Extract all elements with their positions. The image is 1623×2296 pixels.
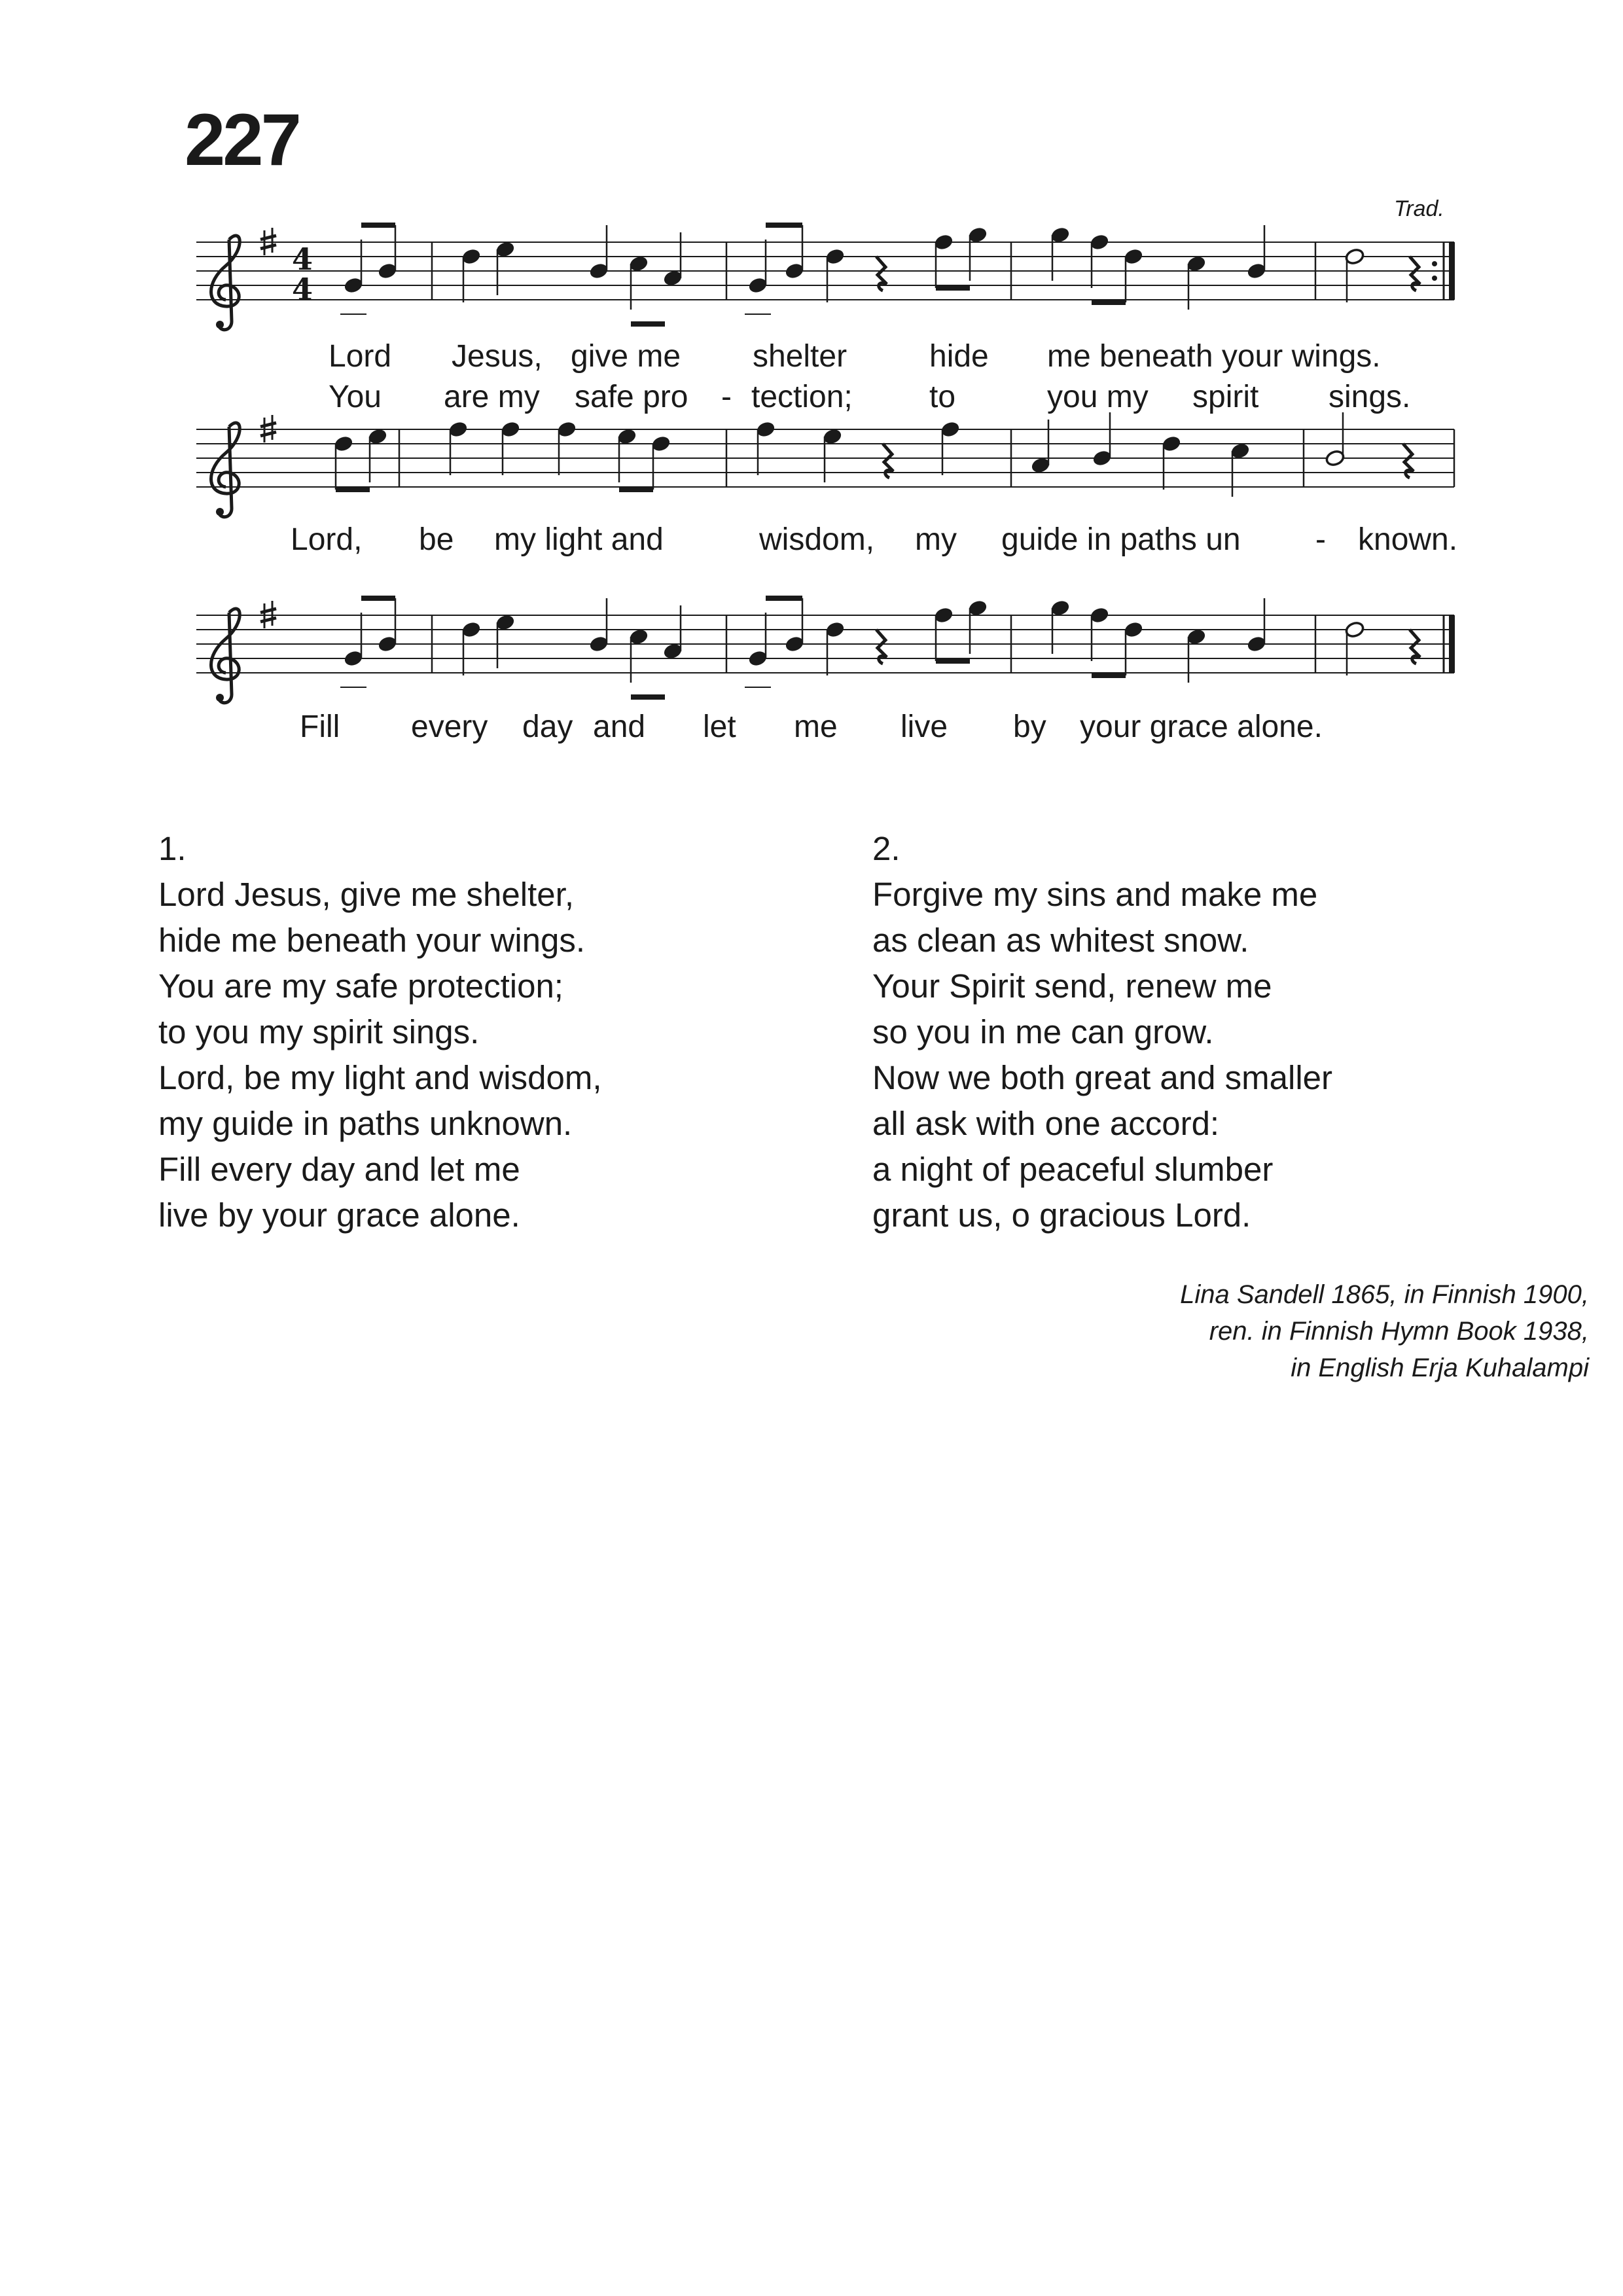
verse-2 xyxy=(872,826,1332,1238)
verse-line: Fill every day and let me xyxy=(158,1151,520,1188)
composer-credit: Trad. xyxy=(1394,196,1444,221)
lyric-syllable: me beneath your wings. xyxy=(1047,339,1381,374)
verse-line: Forgive my sins and make me xyxy=(872,876,1318,913)
treble-clef-icon xyxy=(211,609,240,703)
staff-system xyxy=(196,412,1457,557)
lyric-syllable: my light and xyxy=(494,522,664,557)
verse-line: Now we both great and smaller xyxy=(872,1059,1333,1096)
hymn-number: 227 xyxy=(185,99,299,181)
lyric-syllable: live xyxy=(901,709,948,744)
credit-line: Lina Sandell 1865, in Finnish 1900, xyxy=(1180,1280,1589,1309)
lyric-syllable: Lord, xyxy=(291,522,363,557)
lyric-syllable: guide in paths un xyxy=(1001,522,1241,557)
lyric-syllable: shelter xyxy=(753,339,847,374)
lyric-syllable: Fill xyxy=(300,709,340,744)
lyric-syllable: Lord xyxy=(329,339,392,374)
lyric-syllable: every xyxy=(411,709,488,744)
lyric-syllable: give me xyxy=(571,339,681,374)
final-barline xyxy=(1449,615,1455,673)
verse-line: live by your grace alone. xyxy=(158,1196,520,1234)
verse-line: hide me beneath your wings. xyxy=(158,922,586,959)
lyric-syllable: day xyxy=(522,709,573,744)
verse-line: my guide in paths unknown. xyxy=(158,1105,573,1142)
treble-clef-icon xyxy=(211,423,240,517)
lyric-syllable: to xyxy=(929,380,956,414)
verse-line: all ask with one accord: xyxy=(872,1105,1220,1142)
verse-number: 2. xyxy=(872,830,901,867)
verse-line: Lord Jesus, give me shelter, xyxy=(158,876,574,913)
final-barline xyxy=(1449,242,1455,300)
time-signature-top: 4 xyxy=(292,242,313,277)
lyric-syllable: tection; xyxy=(751,380,853,414)
verse-line: to you my spirit sings. xyxy=(158,1013,480,1050)
lyric-syllable: are my xyxy=(444,380,540,414)
lyric-syllable: you my xyxy=(1047,380,1149,414)
lyric-syllable: and xyxy=(593,709,646,744)
lyric-syllable: wisdom, xyxy=(759,522,875,557)
lyric-syllable: safe pro xyxy=(575,380,688,414)
lyric-syllable: You xyxy=(329,380,382,414)
verse-number: 1. xyxy=(158,830,187,867)
time-signature-bottom: 4 xyxy=(292,272,313,307)
lyric-syllable: your grace alone. xyxy=(1080,709,1323,744)
verse-line: as clean as whitest snow. xyxy=(872,922,1249,959)
verse-line: grant us, o gracious Lord. xyxy=(872,1196,1251,1234)
staff-system xyxy=(196,225,1455,414)
text-credits xyxy=(1180,1276,1589,1386)
staff-system xyxy=(196,598,1455,744)
lyric-syllable: by xyxy=(1013,709,1046,744)
lyric-syllable: - xyxy=(721,380,732,414)
lyric-syllable: hide xyxy=(929,339,989,374)
credit-line: in English Erja Kuhalampi xyxy=(1291,1354,1589,1382)
lyric-syllable: spirit xyxy=(1192,380,1259,414)
lyric-syllable: me xyxy=(794,709,838,744)
treble-clef-icon xyxy=(211,236,240,330)
verse-1 xyxy=(158,826,602,1238)
verse-line: a night of peaceful slumber xyxy=(872,1151,1274,1188)
verse-line: Lord, be my light and wisdom, xyxy=(158,1059,602,1096)
credit-line: ren. in Finnish Hymn Book 1938, xyxy=(1209,1317,1589,1346)
lyric-syllable: be xyxy=(419,522,454,557)
repeat-dot xyxy=(1432,261,1437,266)
lyric-syllable: sings. xyxy=(1329,380,1411,414)
lyric-syllable: Jesus, xyxy=(452,339,543,374)
verse-line: Your Spirit send, renew me xyxy=(872,967,1272,1005)
lyric-syllable: - xyxy=(1315,522,1326,557)
lyric-syllable: known. xyxy=(1358,522,1458,557)
lyric-syllable: let xyxy=(703,709,736,744)
verse-line: so you in me can grow. xyxy=(872,1013,1214,1050)
verse-line: You are my safe protection; xyxy=(158,967,563,1005)
music-score xyxy=(0,0,1623,785)
lyric-syllable: my xyxy=(915,522,957,557)
repeat-dot xyxy=(1432,276,1437,281)
